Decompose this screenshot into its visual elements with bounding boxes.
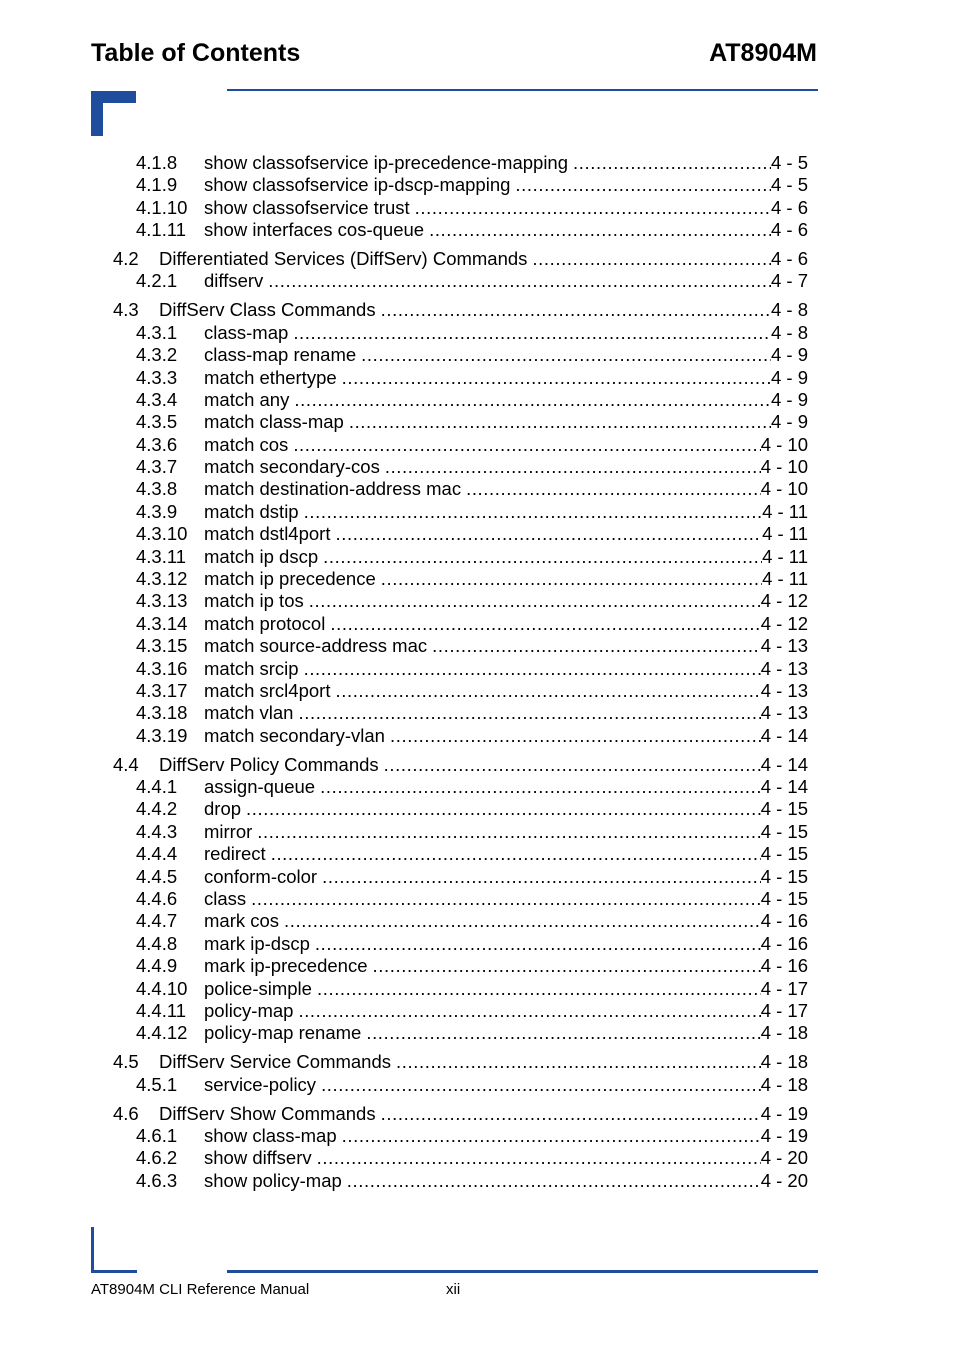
dot-leader (347, 1170, 761, 1192)
dot-leader (246, 798, 761, 820)
toc-entry-line (204, 635, 808, 657)
toc-entry-page: 4 - 7 (770, 270, 808, 292)
toc-entry-number: 4.4.1 (136, 776, 178, 798)
toc-entry[interactable] (0, 523, 954, 545)
dot-leader (304, 501, 762, 523)
toc-entry-line (204, 725, 808, 747)
toc-entry-number: 4.3.8 (136, 478, 178, 500)
toc-entry-line (204, 1022, 808, 1044)
toc-entry[interactable] (0, 888, 954, 910)
toc-entry-page: 4 - 18 (760, 1073, 808, 1095)
toc-entry-line (204, 798, 808, 820)
toc-entry-page: 4 - 5 (770, 152, 808, 173)
toc-entry-page: 4 - 11 (762, 500, 808, 522)
toc-entry-line (204, 456, 808, 478)
toc-entry[interactable] (0, 1051, 954, 1073)
toc-entry-number: 4.4 (113, 753, 139, 775)
toc-entry-line (204, 523, 808, 545)
toc-entry-line (204, 219, 808, 241)
toc-entry-number: 4.4.2 (136, 798, 178, 820)
toc-entry-number: 4.4.4 (136, 843, 178, 865)
toc-entry-title: match dstip (204, 500, 299, 522)
dot-leader (381, 299, 771, 321)
toc-entry[interactable] (0, 174, 954, 196)
toc-entry-number: 4.3.3 (136, 366, 178, 388)
dot-leader (294, 389, 771, 411)
toc-entry-page: 4 - 6 (770, 219, 808, 241)
toc-entry-title: show diffserv (204, 1147, 312, 1169)
toc-entry-number: 4.4.3 (136, 820, 178, 842)
toc-entry-line (204, 978, 808, 1000)
dot-leader (317, 1147, 761, 1169)
dot-leader (396, 1051, 761, 1073)
toc-entry-page: 4 - 5 (770, 174, 808, 196)
toc-entry[interactable] (0, 680, 954, 702)
dot-leader (573, 152, 771, 174)
toc-entry[interactable] (0, 978, 954, 1000)
toc-entry-page: 4 - 20 (760, 1169, 808, 1191)
toc-entry[interactable] (0, 798, 954, 820)
dot-leader (321, 1074, 761, 1096)
toc-entry[interactable] (0, 478, 954, 500)
toc-entry-page: 4 - 10 (760, 478, 808, 500)
dot-leader (532, 248, 771, 270)
toc-entry-page: 4 - 8 (770, 321, 808, 343)
header-rule (227, 89, 818, 91)
dot-leader (335, 680, 760, 702)
toc-entry-title: mark ip-precedence (204, 955, 368, 977)
dot-leader (361, 344, 771, 366)
toc-entry-title: show interfaces cos-queue (204, 219, 425, 241)
toc-entry[interactable] (0, 776, 954, 798)
toc-entry-line (159, 1051, 808, 1073)
footer-rule-gap (137, 1270, 227, 1273)
toc-entry-number: 4.4.9 (136, 955, 178, 977)
dot-leader (330, 613, 760, 635)
toc-entry-title: Differentiated Services (DiffServ) Commands (159, 248, 528, 270)
toc-entry-number: 4.3.7 (136, 456, 178, 478)
toc-entry-number: 4.4.10 (136, 977, 188, 999)
toc-entry[interactable] (0, 1147, 954, 1169)
toc-entry-title: match cos (204, 433, 289, 455)
toc-entry-line (204, 1000, 808, 1022)
toc-entry-line (204, 546, 808, 568)
toc-entry-line (204, 411, 808, 433)
toc-entry-number: 4.3.13 (136, 590, 188, 612)
toc-entry-page: 4 - 9 (770, 411, 808, 433)
toc-entry-line (204, 821, 808, 843)
toc-entry-page: 4 - 17 (760, 999, 808, 1021)
toc-entry-line (204, 1170, 808, 1192)
dot-leader (298, 702, 760, 724)
toc-entry-line (204, 270, 808, 292)
toc-entry-number: 4.6 (113, 1102, 139, 1124)
toc-entry-page: 4 - 9 (770, 388, 808, 410)
product-name: AT8904M (709, 39, 817, 67)
toc-entry-title: match ip tos (204, 590, 304, 612)
toc-entry-page: 4 - 9 (770, 366, 808, 388)
toc-entry-number: 4.1.11 (136, 219, 187, 241)
toc-entry[interactable] (0, 955, 954, 977)
dot-leader (257, 821, 760, 843)
toc-entry-number: 4.6.1 (136, 1124, 178, 1146)
toc-entry[interactable] (0, 933, 954, 955)
toc-entry[interactable] (0, 197, 954, 219)
toc-entry-page: 4 - 6 (770, 248, 808, 270)
toc-entry-title: match source-address mac (204, 635, 428, 657)
toc-entry-number: 4.4.7 (136, 910, 178, 932)
toc-entry-line (204, 152, 808, 174)
toc-entry-title: assign-queue (204, 776, 316, 798)
toc-entry-number: 4.3.14 (136, 612, 188, 634)
toc-entry-page: 4 - 18 (760, 1022, 808, 1044)
toc-entry-line (204, 367, 808, 389)
toc-entry-number: 4.3.12 (136, 568, 188, 590)
dot-leader (271, 843, 761, 865)
toc-entry-number: 4.5.1 (136, 1073, 178, 1095)
toc-entry-line (204, 910, 808, 932)
toc-entry-line (204, 658, 808, 680)
dot-leader (384, 754, 761, 776)
dot-leader (429, 219, 771, 241)
toc-entry-page: 4 - 15 (760, 798, 808, 820)
toc-entry-title: match srcl4port (204, 679, 331, 701)
toc-entry-page: 4 - 15 (760, 888, 808, 909)
toc-entry-page: 4 - 15 (760, 820, 808, 842)
toc-entry-number: 4.3.19 (136, 724, 188, 746)
toc-entry-line (204, 197, 808, 219)
toc-entry-number: 4.5 (113, 1051, 139, 1073)
toc-entry-page: 4 - 12 (760, 612, 808, 634)
toc-entry-page: 4 - 8 (770, 299, 808, 321)
toc-entry-line (204, 613, 808, 635)
toc-entry-line (204, 866, 808, 888)
toc-entry-title: class-map (204, 321, 289, 343)
toc-entry-title: match vlan (204, 702, 294, 724)
toc-entry[interactable] (0, 299, 954, 321)
footer-manual-title: AT8904M CLI Reference Manual (91, 1281, 310, 1298)
toc-entry-number: 4.4.11 (136, 999, 187, 1021)
toc-entry-line (204, 568, 808, 590)
toc-entry-line (204, 344, 808, 366)
toc-entry[interactable] (0, 1074, 954, 1096)
toc-entry[interactable] (0, 1125, 954, 1147)
dot-leader (309, 590, 761, 612)
toc-entry-page: 4 - 12 (760, 590, 808, 612)
toc-entry-page: 4 - 20 (760, 1147, 808, 1169)
toc-entry[interactable] (0, 248, 954, 270)
toc-entry-number: 4.3.17 (136, 679, 188, 701)
toc-entry-number: 4.3.16 (136, 657, 188, 679)
toc-entry-title: match ip dscp (204, 545, 319, 567)
toc-entry-page: 4 - 13 (760, 702, 808, 724)
toc-entry-number: 4.4.12 (136, 1022, 188, 1044)
toc-entry-page: 4 - 14 (760, 724, 808, 746)
dot-leader (366, 1022, 760, 1044)
toc-entry-number: 4.3.10 (136, 523, 188, 545)
toc-entry-number: 4.2.1 (136, 270, 178, 292)
dot-leader (284, 910, 761, 932)
toc-entry[interactable] (0, 725, 954, 747)
toc-entry[interactable] (0, 590, 954, 612)
toc-entry[interactable] (0, 568, 954, 590)
toc-entry-line (204, 501, 808, 523)
toc-entry-page: 4 - 14 (760, 753, 808, 775)
toc-entry-page: 4 - 13 (760, 657, 808, 679)
toc-entry-page: 4 - 11 (762, 568, 808, 590)
toc-entry[interactable] (0, 344, 954, 366)
dot-leader (385, 456, 761, 478)
dot-leader (304, 658, 761, 680)
toc-entry-line (159, 1103, 808, 1125)
toc-entry-title: match secondary-cos (204, 456, 380, 478)
toc-entry[interactable] (0, 702, 954, 724)
toc-entry-page: 4 - 11 (762, 523, 808, 545)
toc-entry-line (204, 1074, 808, 1096)
toc-entry-number: 4.3.6 (136, 433, 178, 455)
toc-entry-line (204, 1147, 808, 1169)
toc-entry[interactable] (0, 434, 954, 456)
toc-entry[interactable] (0, 270, 954, 292)
toc-entry-page: 4 - 16 (760, 932, 808, 954)
toc-entry-page: 4 - 13 (760, 635, 808, 657)
toc-entry-title: drop (204, 798, 242, 820)
toc-entry[interactable] (0, 821, 954, 843)
toc-entry-line (204, 888, 808, 910)
toc-entry-line (204, 434, 808, 456)
dot-leader (381, 1103, 761, 1125)
toc-entry[interactable] (0, 152, 954, 174)
toc-entry-line (204, 933, 808, 955)
toc-entry-number: 4.3.18 (136, 702, 188, 724)
footer-page-number: xii (446, 1281, 461, 1298)
toc-entry-page: 4 - 9 (770, 344, 808, 366)
toc-list (0, 152, 954, 1192)
toc-entry-title: police-simple (204, 977, 312, 999)
toc-entry-page: 4 - 19 (760, 1124, 808, 1146)
toc-entry-title: match destination-address mac (204, 478, 462, 500)
toc-entry[interactable] (0, 754, 954, 776)
dot-leader (317, 978, 761, 1000)
dot-leader (251, 888, 761, 910)
dot-leader (335, 523, 762, 545)
toc-entry-title: match dstl4port (204, 523, 331, 545)
toc-entry-title: policy-map (204, 999, 294, 1021)
toc-entry-title: policy-map rename (204, 1022, 362, 1044)
toc-entry-title: match srcip (204, 657, 299, 679)
toc-entry-page: 4 - 16 (760, 910, 808, 932)
toc-entry[interactable] (0, 456, 954, 478)
dot-leader (322, 866, 761, 888)
dot-leader (515, 174, 771, 196)
toc-entry-line (204, 776, 808, 798)
toc-entry-page: 4 - 15 (760, 843, 808, 865)
toc-entry-title: show class-map (204, 1124, 337, 1146)
toc-entry-title: show classofservice ip-dscp-mapping (204, 174, 511, 196)
dot-leader (349, 411, 771, 433)
toc-entry-number: 4.2 (113, 248, 139, 270)
toc-entry[interactable] (0, 658, 954, 680)
toc-entry[interactable] (0, 219, 954, 241)
toc-entry-number: 4.1.8 (136, 152, 178, 173)
toc-entry-number: 4.6.3 (136, 1169, 178, 1191)
toc-entry-line (204, 680, 808, 702)
dot-leader (320, 776, 761, 798)
toc-entry-title: class-map rename (204, 344, 357, 366)
toc-entry-title: service-policy (204, 1073, 317, 1095)
toc-entry-title: match protocol (204, 612, 326, 634)
toc-entry-number: 4.4.6 (136, 888, 178, 909)
toc-entry-title: match class-map (204, 411, 344, 433)
toc-entry-title: diffserv (204, 270, 264, 292)
toc-entry-page: 4 - 16 (760, 955, 808, 977)
dot-leader (315, 933, 761, 955)
toc-entry-number: 4.3.11 (136, 545, 187, 567)
toc-entry[interactable] (0, 501, 954, 523)
toc-entry-number: 4.4.5 (136, 865, 178, 887)
toc-entry-title: match ethertype (204, 366, 337, 388)
dot-leader (298, 1000, 760, 1022)
toc-entry-title: show classofservice trust (204, 196, 410, 218)
toc-entry-title: match secondary-vlan (204, 724, 385, 746)
dot-leader (381, 568, 762, 590)
toc-entry-line (204, 590, 808, 612)
toc-entry-number: 4.6.2 (136, 1147, 178, 1169)
toc-entry-page: 4 - 15 (760, 865, 808, 887)
toc-entry-number: 4.1.10 (136, 196, 188, 218)
toc-entry-title: DiffServ Policy Commands (159, 753, 379, 775)
dot-leader (268, 270, 771, 292)
toc-entry-title: DiffServ Show Commands (159, 1102, 376, 1124)
toc-entry-line (204, 478, 808, 500)
toc-entry[interactable] (0, 1170, 954, 1192)
toc-entry-title: show classofservice ip-precedence-mapping (204, 152, 569, 173)
toc-entry-line (204, 955, 808, 977)
toc-entry-title: mirror (204, 820, 253, 842)
toc-entry-page: 4 - 17 (760, 977, 808, 999)
toc-entry[interactable] (0, 1103, 954, 1125)
toc-entry-title: conform-color (204, 865, 318, 887)
toc-entry-number: 4.3.1 (136, 321, 178, 343)
toc-entry-line (204, 1125, 808, 1147)
toc-entry-line (204, 843, 808, 865)
toc-entry-page: 4 - 19 (760, 1102, 808, 1124)
toc-entry[interactable] (0, 367, 954, 389)
toc-entry-number: 4.3.9 (136, 500, 178, 522)
dot-leader (293, 322, 771, 344)
toc-entry-title: DiffServ Service Commands (159, 1051, 392, 1073)
toc-entry-number: 4.3 (113, 299, 139, 321)
toc-entry-line (159, 248, 808, 270)
toc-entry-title: mark ip-dscp (204, 932, 310, 954)
toc-entry[interactable] (0, 389, 954, 411)
toc-entry[interactable] (0, 546, 954, 568)
toc-entry-number: 4.3.15 (136, 635, 188, 657)
toc-entry-page: 4 - 14 (760, 776, 808, 798)
dot-leader (390, 725, 761, 747)
toc-entry-line (204, 389, 808, 411)
toc-entry-title: match any (204, 388, 290, 410)
dot-leader (293, 434, 760, 456)
corner-mark-horizontal (91, 91, 136, 103)
footer-corner-mark (91, 1227, 94, 1273)
toc-entry-line (159, 299, 808, 321)
toc-entry-line (204, 174, 808, 196)
toc-entry-number: 4.1.9 (136, 174, 178, 196)
toc-entry-title: class (204, 888, 247, 909)
toc-entry-title: redirect (204, 843, 266, 865)
toc-entry-page: 4 - 6 (770, 196, 808, 218)
toc-entry[interactable] (0, 613, 954, 635)
toc-entry-page: 4 - 11 (762, 545, 808, 567)
dot-leader (432, 635, 761, 657)
toc-entry[interactable] (0, 866, 954, 888)
toc-entry-page: 4 - 10 (760, 433, 808, 455)
toc-entry-title: DiffServ Class Commands (159, 299, 376, 321)
toc-entry-page: 4 - 13 (760, 679, 808, 701)
toc-entry[interactable] (0, 1000, 954, 1022)
toc-entry[interactable] (0, 322, 954, 344)
toc-entry-title: show policy-map (204, 1169, 342, 1191)
dot-leader (415, 197, 771, 219)
toc-entry[interactable] (0, 635, 954, 657)
page-title: Table of Contents (91, 39, 301, 67)
toc-entry-number: 4.3.5 (136, 411, 178, 433)
toc-entry-line (204, 322, 808, 344)
toc-entry[interactable] (0, 1022, 954, 1044)
toc-entry-title: match ip precedence (204, 568, 376, 590)
toc-entry-line (159, 754, 808, 776)
dot-leader (342, 367, 771, 389)
toc-entry-page: 4 - 10 (760, 456, 808, 478)
toc-entry[interactable] (0, 411, 954, 433)
dot-leader (466, 478, 761, 500)
toc-entry-page: 4 - 18 (760, 1051, 808, 1073)
toc-entry-number: 4.3.4 (136, 388, 178, 410)
toc-entry[interactable] (0, 843, 954, 865)
dot-leader (323, 546, 762, 568)
dot-leader (373, 955, 761, 977)
toc-entry-number: 4.3.2 (136, 344, 178, 366)
toc-entry-line (204, 702, 808, 724)
toc-entry[interactable] (0, 910, 954, 932)
toc-entry-title: mark cos (204, 910, 280, 932)
toc-entry-number: 4.4.8 (136, 932, 178, 954)
dot-leader (342, 1125, 761, 1147)
